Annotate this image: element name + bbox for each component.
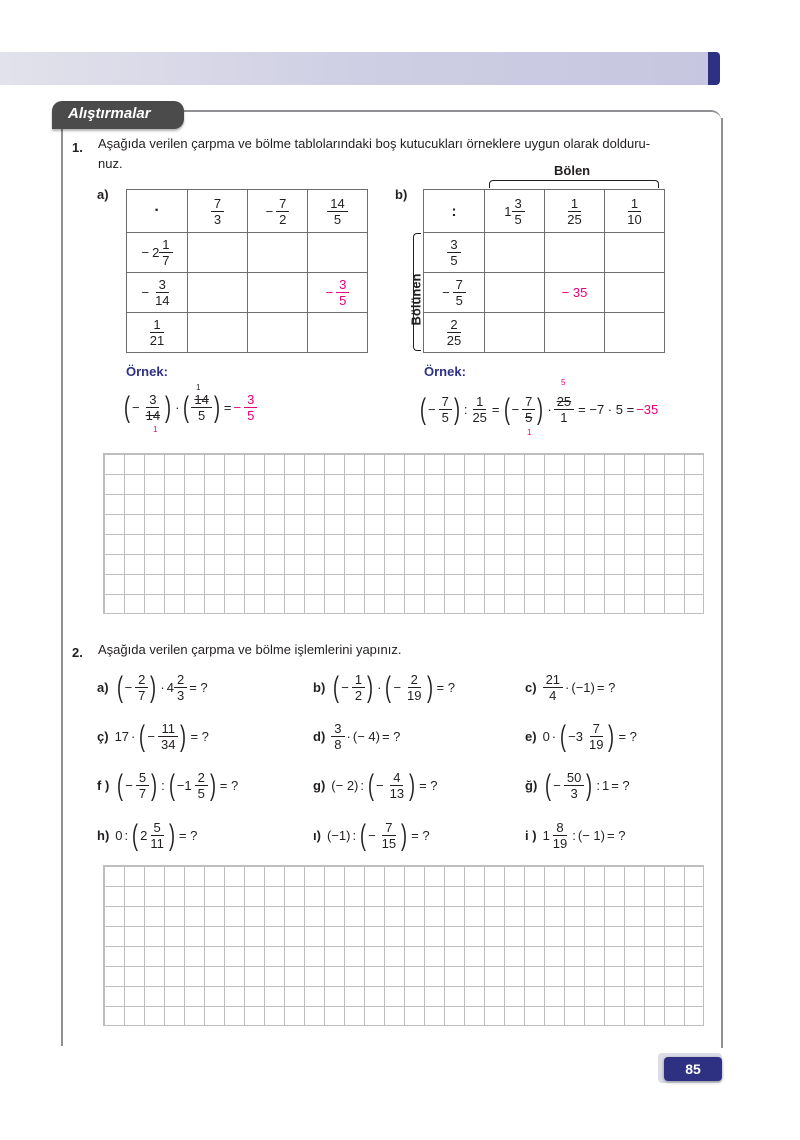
problem-b: b) ( − $\frac{1}{2}$ ) · ( − $\frac{2}{19}$ ) = ? <box>313 670 455 704</box>
question-1-text-line1: Aşağıda verilen çarpma ve bölme tablolarındaki boş kutucukları örneklere uygun olarak dolduru- <box>98 136 651 151</box>
work-area-grid-1[interactable] <box>103 453 704 614</box>
problem-c: c) $\frac{21}{4}$ · (−1) = ? <box>525 672 616 703</box>
table-cell[interactable] <box>485 273 545 313</box>
question-1-text-line2: nuz. <box>98 156 123 171</box>
divisor-label: Bölen <box>554 163 591 178</box>
table-cell[interactable] <box>248 313 308 353</box>
page-number-tab <box>664 1057 722 1081</box>
example-b-expression: ( − $\frac{7}{5}$ ) : $\frac{1}{25}$ = ( − $\frac{7}{5}$ ) · $\frac{25}{1}$ = −7 · 5 = −35 <box>420 392 659 426</box>
table-cell[interactable] <box>605 233 665 273</box>
table-cell[interactable] <box>545 233 605 273</box>
divisor-brace <box>489 180 659 188</box>
row-header: $\frac{2}{25}$ <box>424 313 485 353</box>
problem-i: i ) 1 $\frac{8}{19}$ : (− 1) = ? <box>525 820 626 851</box>
table-cell[interactable] <box>485 313 545 353</box>
table-cell-filled: − 35 <box>545 273 605 313</box>
problem-gg: ğ) ( − $\frac{50}{3}$ ) : 1 = ? <box>525 768 630 802</box>
col-header: 1 $\frac{3}{5}$ <box>485 190 545 233</box>
question-2-number: 2. <box>72 645 83 660</box>
example-a-expression: ( − $\frac{3}{14}$ ) · ( $\frac{14}{5}$ ) = − $\frac{3}{5}$ <box>122 392 257 423</box>
problem-cc: ç) 17 · ( − $\frac{11}{34}$ ) = ? <box>97 719 209 753</box>
table-cell[interactable] <box>308 313 368 353</box>
division-table <box>423 189 665 353</box>
table-cell[interactable] <box>188 313 248 353</box>
row-header: − $\frac{7}{5}$ <box>424 273 485 313</box>
col-header: $\frac{14}{5}$ <box>308 190 368 233</box>
table-cell[interactable] <box>188 273 248 313</box>
col-header: $\frac{7}{3}$ <box>188 190 248 233</box>
problem-g: g) (− 2) : ( − $\frac{4}{13}$ ) = ? <box>313 768 438 802</box>
table-cell[interactable] <box>308 233 368 273</box>
section-title: Alıştırmalar <box>68 105 151 122</box>
cancel-mark-bottom: 1 <box>527 428 532 437</box>
question-2-text: Aşağıda verilen çarpma ve bölme işlemlerini yapınız. <box>98 642 402 657</box>
row-header: − 2 $\frac{1}{7}$ <box>127 233 188 273</box>
table-cell[interactable] <box>248 233 308 273</box>
problem-a: a) ( − $\frac{2}{7}$ ) · 4 $\frac{2}{3}$ = ? <box>97 670 208 704</box>
cancel-mark-bottom: 1 <box>153 425 158 434</box>
multiplication-table <box>126 189 368 353</box>
table-operator: : <box>424 190 485 233</box>
table-cell[interactable] <box>248 273 308 313</box>
question-1-number: 1. <box>72 140 83 155</box>
table-operator: · <box>127 190 188 233</box>
table-cell-filled: − $\frac{3}{5}$ <box>308 273 368 313</box>
table-cell[interactable] <box>605 273 665 313</box>
col-header: $\frac{1}{10}$ <box>605 190 665 233</box>
example-b-label: Örnek: <box>424 364 466 379</box>
top-decorative-band <box>0 52 716 85</box>
problem-h: h) 0 : ( 2 $\frac{5}{11}$ ) = ? <box>97 818 198 852</box>
table-cell[interactable] <box>485 233 545 273</box>
part-b-label: b) <box>395 187 408 202</box>
row-header: $\frac{3}{5}$ <box>424 233 485 273</box>
cancel-mark-top: 1 <box>196 383 201 392</box>
table-cell[interactable] <box>545 313 605 353</box>
row-header: $\frac{1}{21}$ <box>127 313 188 353</box>
table-cell[interactable] <box>605 313 665 353</box>
example-a-label: Örnek: <box>126 364 168 379</box>
problem-i-dotless: ı) (−1) : ( − $\frac{7}{15}$ ) = ? <box>313 818 430 852</box>
row-header: − $\frac{3}{14}$ <box>127 273 188 313</box>
cancel-mark-top: 5 <box>561 378 566 387</box>
dividend-brace <box>413 233 421 351</box>
top-band-tab <box>708 52 720 85</box>
problem-d: d) $\frac{3}{8}$ · (− 4) = ? <box>313 721 401 752</box>
problem-f: f ) ( − $\frac{5}{7}$ ) : ( −1 $\frac{2}{5}$ ) = ? <box>97 768 239 802</box>
col-header: $\frac{1}{25}$ <box>545 190 605 233</box>
section-header <box>52 101 184 129</box>
dividend-label: Bölünen <box>408 273 424 326</box>
col-header: − $\frac{7}{2}$ <box>248 190 308 233</box>
table-cell[interactable] <box>188 233 248 273</box>
problem-e: e) 0 · ( −3 $\frac{7}{19}$ ) = ? <box>525 719 637 753</box>
part-a-label: a) <box>97 187 109 202</box>
page-number: 85 <box>685 1061 701 1077</box>
work-area-grid-2[interactable] <box>103 865 704 1026</box>
